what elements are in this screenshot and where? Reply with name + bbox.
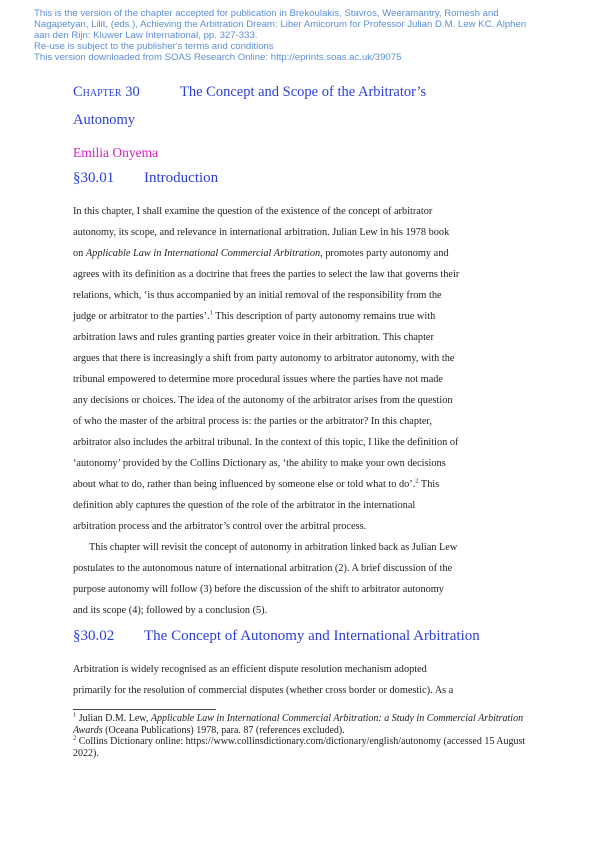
section-number: §30.01 <box>73 170 115 186</box>
text-line: arbitrator also includes the arbitral tribunal. In the context of this topic, I like the definition of <box>73 437 459 448</box>
section-title: Introduction <box>144 170 219 186</box>
text-line: on Applicable Law in International Commercial Arbitration, promotes party autonomy and <box>73 248 449 259</box>
text-line: arbitration laws and rules granting parties greater voice in their arbitration. This chapter <box>73 332 434 343</box>
footnote-divider <box>73 709 216 710</box>
text-line: agrees with its definition as a doctrine that frees the parties to select the law that governs their <box>73 269 460 280</box>
chapter-title-line1: The Concept and Scope of the Arbitrator’s <box>180 84 427 100</box>
text-line: argues that there is increasingly a shift from party autonomy to arbitrator autonomy, with the <box>73 353 455 364</box>
chapter-title-line2: Autonomy <box>73 112 136 128</box>
footnote-1: $^1$ Julian D.M. Lew, Applicable Law in International Commercial Arbitration: a Study in Commercial Arbitration Awards (Oceana Publications) 1978, para. 87 (references excluded). <box>73 711 524 736</box>
author-name: Emilia Onyema <box>73 145 159 160</box>
chapter-label: Chapter 30 <box>73 84 140 100</box>
footnote-ref-1[interactable]: 1 <box>209 309 213 317</box>
paragraph-1 <box>73 201 525 537</box>
notice-line: aan den Rijn: Kluwer Law International, pp. 327-333. <box>34 30 258 41</box>
book-title: Applicable Law in International Commercial Arbitration <box>85 248 321 259</box>
notice-line: This version downloaded from SOAS Research Online: http://eprints.soas.ac.uk/39075 <box>34 52 402 63</box>
text-line: autonomy, its scope, and relevance in international arbitration. Julian Lew in his 1978 book <box>73 227 450 238</box>
text-line: and its scope (4); followed by a conclusion (5). <box>73 605 268 616</box>
section-number: §30.02 <box>73 628 115 644</box>
text-line: any decisions or choices. The idea of the autonomy of the arbitrator arises from the question <box>73 395 453 406</box>
notice-line: Re-use is subject to the publisher's terms and conditions <box>34 41 274 52</box>
paragraph-2 <box>73 537 525 621</box>
text-line: definition ably captures the question of the role of the arbitrator in the international <box>73 500 416 511</box>
text-line: ‘autonomy’ provided by the Collins Dictionary as, ‘the ability to make your own decisions <box>73 458 446 469</box>
publication-notice <box>34 8 564 63</box>
text-line: relations, which, ‘is thus accompanied by an initial removal of the responsibility from the <box>73 290 442 301</box>
text-line: arbitration process and the arbitrator’s control over the arbitral process. <box>73 521 367 532</box>
text-line: Arbitration is widely recognised as an efficient dispute resolution mechanism adopted <box>73 664 427 675</box>
section-title: The Concept of Autonomy and International Arbitration <box>144 628 480 644</box>
footnote-ref-2[interactable]: 2 <box>415 477 419 485</box>
footnote-2: $^2$ Collins Dictionary online: https://www.collinsdictionary.com/dictionary/english/autonomy (accessed 15 August 2022). <box>73 734 526 759</box>
text-line: This chapter will revisit the concept of autonomy in arbitration linked back as Julian Lew <box>89 542 458 553</box>
notice-line: This is the version of the chapter accepted for publication in Brekoulakis, Stavros, Weeramantry, Romesh and <box>34 8 499 19</box>
text-line: of who the master of the arbitral process is: the parties or the arbitrator? In this chapter, <box>73 416 432 427</box>
notice-line: Nagapetyan, Lilit, (eds.), Achieving the Arbitration Dream: Liber Amicorum for Professor Julian D.M. Lew KC. Alphen <box>34 19 527 30</box>
text-line: tribunal empowered to determine more procedural issues where the parties have not made <box>73 374 443 385</box>
section-heading-introduction <box>73 170 218 187</box>
text-line: about what to do, rather than being influenced by someone else or told what to do’.$^2$ This <box>73 477 440 490</box>
text-line: In this chapter, I shall examine the question of the existence of the concept of arbitrator <box>73 206 433 217</box>
text-line: postulates to the autonomous nature of international arbitration (2). A brief discussion of the <box>73 563 453 574</box>
section-heading-concept <box>73 628 480 645</box>
text-line: judge or arbitrator to the parties’.$^1$ This description of party autonomy remains true with <box>73 309 436 322</box>
chapter-heading <box>73 78 533 134</box>
paragraph-3 <box>73 659 525 701</box>
footnotes <box>73 713 533 759</box>
text-line: purpose autonomy will follow (3) before the discussion of the shift to arbitrator autonomy <box>73 584 444 595</box>
text-line: primarily for the resolution of commercial disputes (whether cross border or domestic). As a <box>73 685 454 696</box>
